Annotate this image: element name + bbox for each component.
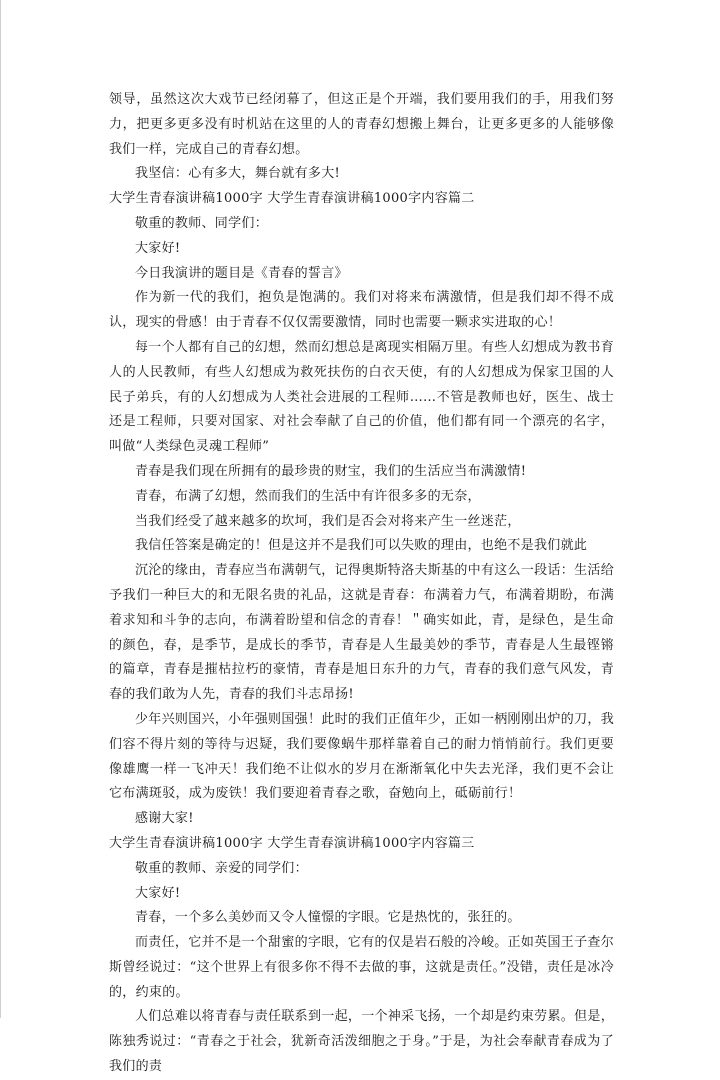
salutation: 敬重的教师、亲爱的同学们：: [135, 860, 308, 876]
paragraph: 而责任，它并不是一个甜蜜的字眼，它有的仅是岩石般的冷峻。正如英国王子查尔斯曾经说过：“这个世界上有很多你不得不去做的事，这就是责任。”没错，责任是冰冷的，约束的。: [109, 935, 614, 1000]
paragraph: 今日我演讲的题目是《青春的誓言》: [135, 265, 348, 281]
greeting: 大家好!: [135, 885, 181, 901]
paragraph: 青春，一个多么美妙而又令人憧憬的字眼。它是热忱的，张狂的。: [135, 910, 521, 926]
paragraph: 青春，布满了幻想，然而我们的生活中有许很多多的无奈，: [135, 488, 481, 504]
paragraph: 少年兴则国兴，小年强则国强！此时的我们正值年少，正如一柄刚刚出炉的刀，我们容不得片刻的等待与迟疑，我们要像蜗牛那样靠着自己的耐力悄悄前行。我们更要像雄鹰一样一飞冲天！我们绝不让似水的岁月在渐渐氧化中失去光泽，我们更不会让它布满斑驳，成为废铁！我们要迎着青春之歌，奋勉向上，砥砺前行！: [109, 711, 614, 802]
paragraph: 当我们经受了越来越多的坎坷，我们是否会对将来产生一丝迷茫，: [135, 513, 521, 529]
salutation: 敬重的教师、同学们：: [135, 215, 269, 231]
paragraph: 领导，虽然这次大戏节已经闭幕了，但这正是个开端，我们要用我们的手，用我们努力，把更多更多没有时机站在这里的人的青春幻想搬上舞台，让更多更多的人能够像我们一样，完成自己的青春幻想。: [109, 92, 614, 157]
document-body: [109, 88, 614, 1080]
paragraph: 人们总难以将青春与责任联系到一起，一个神采飞扬，一个却是约束劳累。但是，陈独秀说过：“青春之于社会，犹新奇活泼细胞之于身。”于是，为社会奉献青春成为了我们的责: [109, 1009, 614, 1075]
paragraph: 我信任答案是确定的！但是这并不是我们可以失败的理由，也绝不是我们就此: [135, 538, 588, 554]
greeting: 大家好!: [135, 240, 181, 256]
paragraph: 沉沦的缘由，青春应当布满朝气，记得奥斯特洛夫斯基的中有这么一段话：生活给予我们一种巨大的和无限名贵的礼品，这就是青春：布满着力气，布满着期盼，布满着求知和斗争的志向，布满着盼望和信念的青春！＂确实如此，青，是绿色，是生命的颜色，春，是季节，是成长的季节，青春是人生最美妙的季节，青春是人生最铿锵的篇章，青春是摧枯拉朽的豪情，青春是旭日东升的力气，青春的我们意气风发，青春的我们敢为人先，青春的我们斗志昂扬!: [109, 563, 614, 703]
paragraph: 我坚信：心有多大，舞台就有多大!: [135, 166, 341, 182]
section-heading: 大学生青春演讲稿1000字 大学生青春演讲稿1000字内容篇三: [109, 835, 475, 851]
paragraph: 每一个人都有自己的幻想，然而幻想总是离现实相隔万里。有些人幻想成为教书育人的人民教师，有些人幻想成为救死扶伤的白衣天使，有的人幻想成为保家卫国的人民子弟兵，有的人幻想成为人类社会进展的工程师……不管是教师也好，医生、战士还是工程师，只要对国家、对社会奉献了自己的价值，他们都有同一个漂亮的名字，叫做“人类绿色灵魂工程师”: [109, 339, 614, 455]
paragraph: 作为新一代的我们，抱负是饱满的。我们对将来布满激情，但是我们却不得不成认，现实的骨感！由于青春不仅仅需要激情，同时也需要一颗求实进取的心！: [109, 290, 614, 331]
paragraph: 青春是我们现在所拥有的最珍贵的财宝，我们的生活应当布满激情!: [135, 463, 527, 479]
closing: 感谢大家!: [135, 811, 194, 827]
section-heading: 大学生青春演讲稿1000字 大学生青春演讲稿1000字内容篇二: [109, 191, 475, 207]
